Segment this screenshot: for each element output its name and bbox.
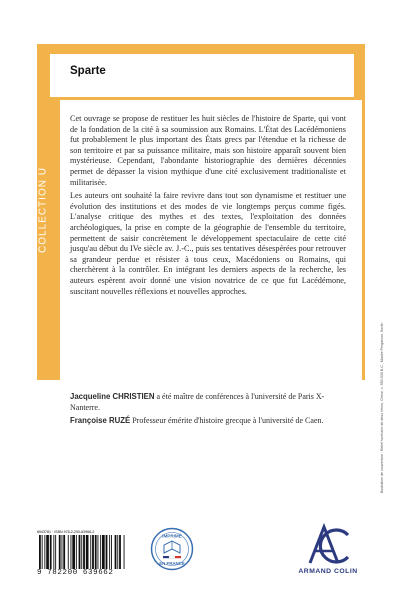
barcode-bar bbox=[83, 535, 85, 569]
book-title: Sparte bbox=[70, 65, 106, 77]
author-text-1: a été maître de conférences à l'université de Paris X-Nanterre. bbox=[70, 392, 325, 412]
barcode bbox=[37, 529, 126, 582]
author-name-1: Jacqueline CHRISTIEN bbox=[70, 392, 155, 401]
barcode-isbn: 8943781 · ISBN 978-2-200-63966-2 bbox=[37, 530, 95, 534]
barcode-bar bbox=[68, 535, 69, 569]
author-bio-2 bbox=[70, 416, 346, 427]
barcode-bar bbox=[90, 535, 91, 569]
barcode-bar bbox=[72, 535, 75, 569]
barcode-number: 9 782200 639662 bbox=[37, 569, 114, 577]
author-name-2: Françoise RUZÉ bbox=[70, 416, 131, 425]
barcode-bar bbox=[79, 535, 81, 569]
armand-colin-logo-icon bbox=[302, 521, 354, 567]
barcode-bar bbox=[95, 535, 97, 569]
barcode-bar bbox=[76, 535, 77, 569]
collection-label: COLLECTION U bbox=[37, 167, 49, 253]
barcode-bar bbox=[50, 535, 52, 569]
badge-top-text: IMPRIMÉ bbox=[162, 533, 182, 539]
barcode-bar bbox=[92, 535, 94, 569]
barcode-bar bbox=[117, 535, 118, 569]
barcode-bar bbox=[119, 535, 121, 569]
barcode-bar bbox=[81, 535, 82, 569]
blurb-paragraph-1: Cet ouvrage se propose de restituer les huit siècles de l'histoire de Sparte, qui vont de la fondation de la cité à sa soumission aux Romains. L'État des Lacédémoniens fut probablement le plus important des États grecs par l'étendue et la richesse de son territoire et par sa puissance militaire, mais son histoire apparaît souvent bien mystérieuse. Cependant, l'abondante historiographie des dernières décennies permet de dépasser la vision mythique d'une cité exclusivement traditionaliste et militarisée. bbox=[70, 114, 346, 187]
barcode-bar bbox=[55, 535, 56, 569]
badge-bottom-text: EN FRANCE bbox=[159, 561, 185, 566]
barcode-bar bbox=[124, 535, 125, 569]
barcode-bar bbox=[59, 535, 61, 569]
barcode-bar bbox=[98, 535, 99, 569]
barcode-bar bbox=[53, 535, 54, 569]
barcode-bar bbox=[86, 535, 89, 569]
blurb-paragraph-2: Les auteurs ont souhaité la faire revivre dans tout son dynamisme et restituer une évolution des institutions et des modes de vie longtemps perçus comme figés. L'analyse critique des mythes et des textes, l'exploitation des données archéologiques, la prise en compte de la géographie de l'ensemble du territoire, permettent de saisir concrètement le développement spectaculaire de cette cité jusqu'au début du IVe siècle av. J.-C., puis ses tentatives désespérées pour retrouver sa grandeur perdue et résister à tous ceux, Macédoniens ou Romains, qui cherchèrent à la contrôler. En intégrant les derniers aspects de la recherche, les auteurs espèrent avoir donné une vision novatrice de ce que fut Lacédémone, suscitant nouvelles réflexions et nouvelles approches. bbox=[70, 191, 346, 296]
printed-in-france-badge-icon bbox=[150, 527, 194, 571]
barcode-bar bbox=[62, 535, 63, 569]
barcode-bar bbox=[100, 535, 101, 569]
barcode-bar bbox=[111, 535, 112, 569]
barcode-bar bbox=[102, 535, 105, 569]
barcode-bar bbox=[44, 535, 45, 569]
author-text-2: Professeur émérite d'histoire grecque à l'université de Caen. bbox=[130, 416, 324, 425]
barcode-bar bbox=[63, 535, 65, 569]
barcode-bars bbox=[37, 535, 126, 569]
barcode-bar bbox=[71, 535, 72, 569]
illustration-credit: Illustration de couverture : Relief funéraire de deux héros, Grèce, c. 550-530 B.C., Musée Pergamon, Berlin bbox=[380, 322, 384, 494]
barcode-bar bbox=[115, 535, 117, 569]
author-bio-1 bbox=[70, 392, 346, 413]
barcode-bar bbox=[39, 535, 41, 569]
barcode-bar bbox=[46, 535, 49, 569]
barcode-bar bbox=[109, 535, 110, 569]
barcode-bar bbox=[106, 535, 108, 569]
blurb bbox=[70, 114, 346, 300]
barcode-bar bbox=[42, 535, 43, 569]
publisher-name: ARMAND COLIN bbox=[298, 568, 358, 575]
author-bios bbox=[70, 392, 346, 430]
